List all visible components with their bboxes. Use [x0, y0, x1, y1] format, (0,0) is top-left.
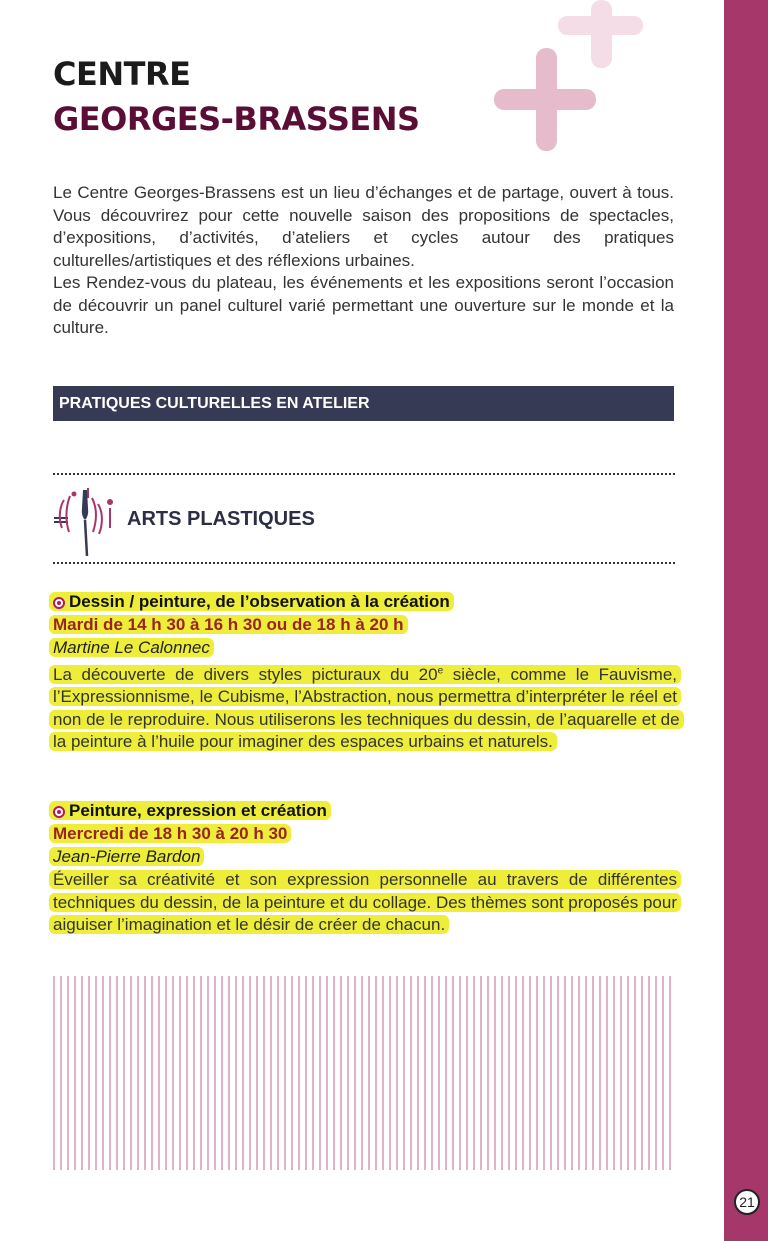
course-schedule: Mercredi de 18 h 30 à 20 h 30	[49, 824, 291, 843]
intro-text	[53, 182, 674, 340]
striped-decoration	[53, 976, 674, 1170]
paintbrush-icon	[52, 484, 118, 556]
course-description: La découverte de divers styles picturaux du 20e siècle, comme le Fauvisme, l’Expressionnisme, le Cubisme, l’Abstraction, nous permettra d’interpréter le réel et non de le reproduire. Nous utiliserons les techniques du dessin, de l’aquarelle et de la peinture à l’huile pour imaginer des espaces urbains et naturels.	[49, 660, 681, 754]
course-title	[49, 801, 331, 820]
intro-paragraph: Le Centre Georges-Brassens est un lieu d’échanges et de partage, ouvert à tous. Vous découvrirez pour cette nouvelle saison des propositions de spectacles, d’expositions, d’activités, d’ateliers et cycles autour des pratiques culturelles/artistiques et des réflexions urbaines.	[53, 183, 674, 270]
course-teacher: Martine Le Calonnec	[49, 638, 214, 657]
intro-paragraph: Les Rendez-vous du plateau, les événements et les expositions seront l’occasion de découvrir un panel culturel varié permettant une ouverture sur le monde et la culture.	[53, 273, 674, 337]
course-description: Éveiller sa créativité et son expression personnelle au travers de différentes techniques du dessin, de la peinture et du collage. Des thèmes sont proposés pour aiguiser l’imagination et le désir de créer de chacun.	[49, 869, 681, 937]
course-teacher: Jean-Pierre Bardon	[49, 847, 204, 866]
course-block	[49, 590, 681, 754]
category-title: ARTS PLASTIQUES	[127, 508, 315, 530]
plus-decoration-icon	[480, 0, 650, 160]
side-color-band	[724, 0, 768, 1241]
page-title-line1: CENTRE	[53, 55, 191, 93]
page-title-line2: GEORGES-BRASSENS	[53, 100, 420, 138]
course-title	[49, 592, 454, 611]
target-bullet-icon	[53, 806, 65, 818]
page-number: 21	[734, 1189, 760, 1215]
course-title-text: Dessin / peinture, de l’observation à la création	[69, 592, 450, 611]
course-schedule: Mardi de 14 h 30 à 16 h 30 ou de 18 h à 20 h	[49, 615, 408, 634]
target-bullet-icon	[53, 597, 65, 609]
dotted-divider	[53, 562, 675, 564]
course-block	[49, 799, 681, 937]
course-title-text: Peinture, expression et création	[69, 801, 327, 820]
dotted-divider	[53, 473, 675, 475]
section-header: PRATIQUES CULTURELLES EN ATELIER	[53, 386, 674, 421]
